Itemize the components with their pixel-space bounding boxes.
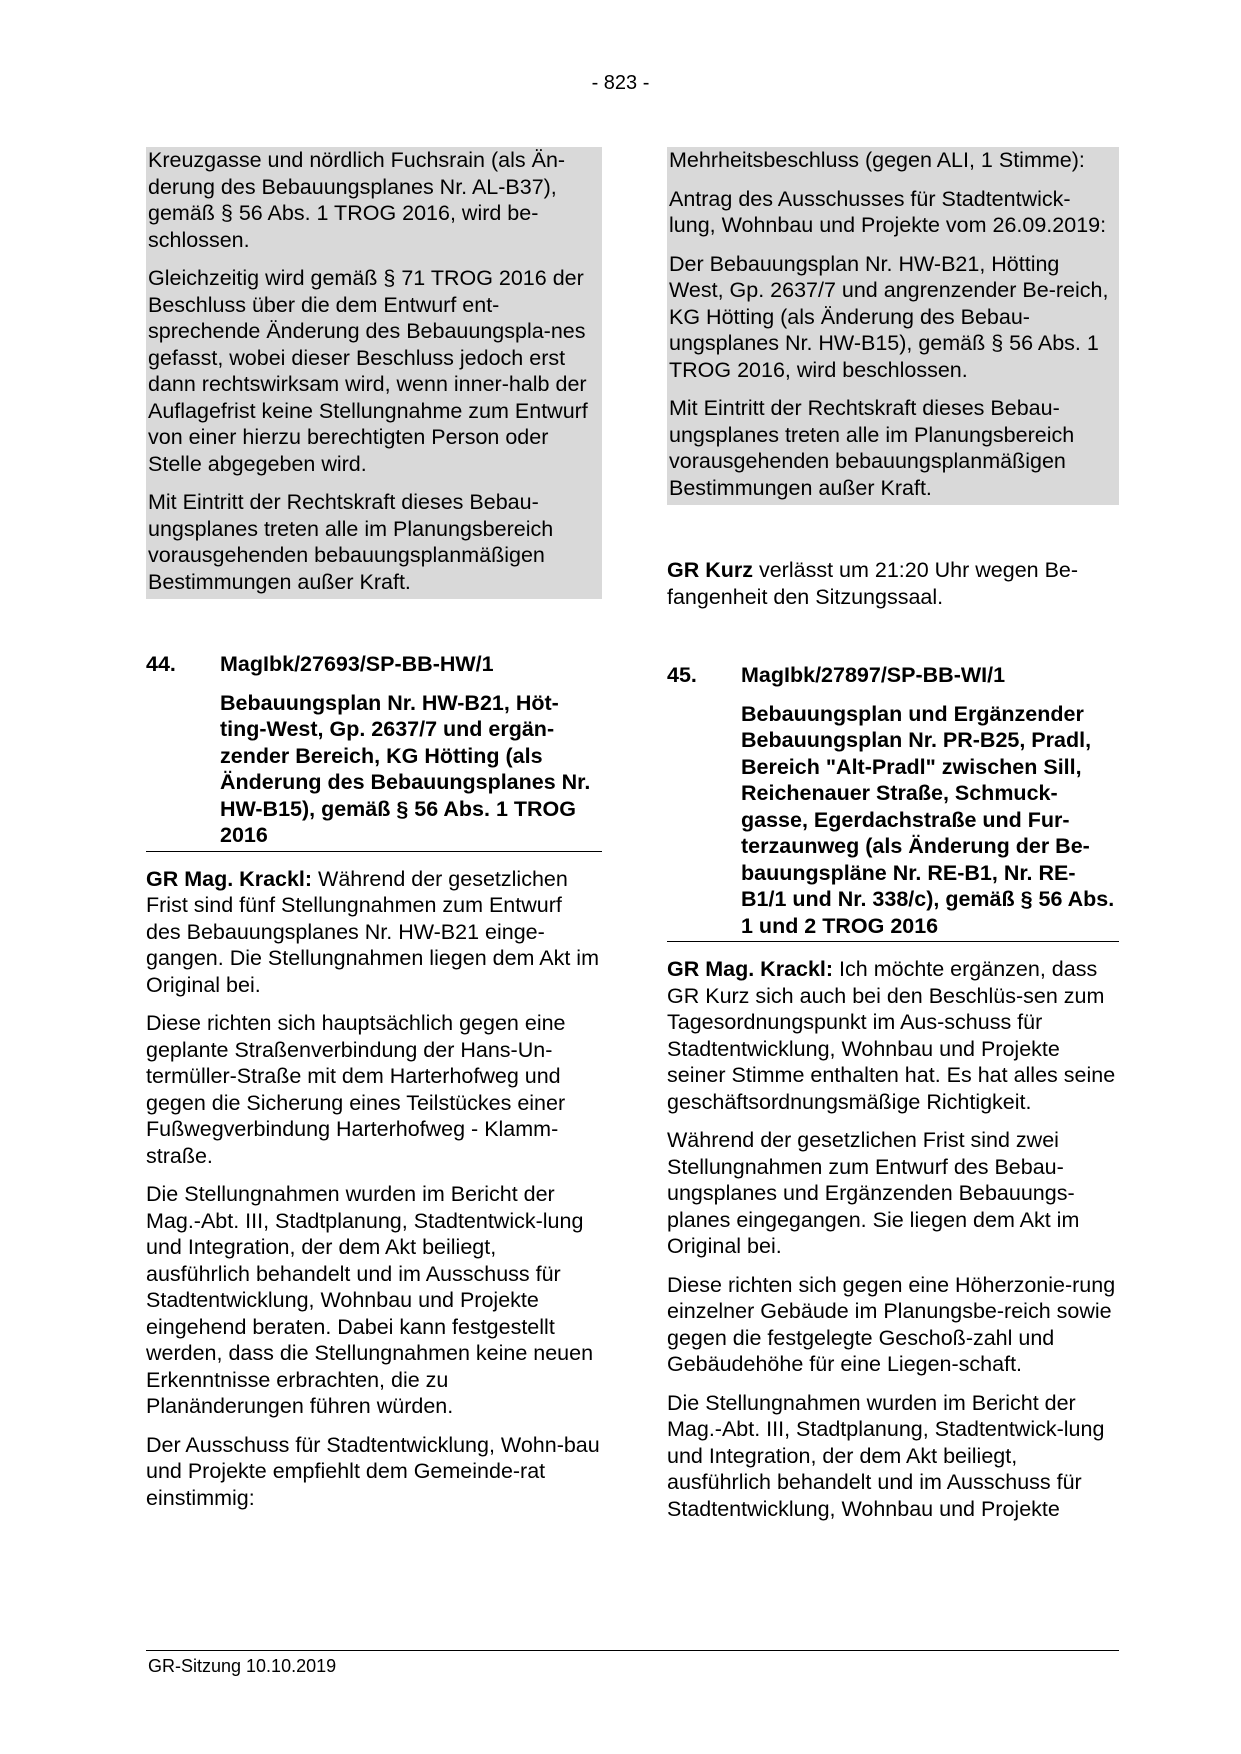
agenda-item-heading	[146, 651, 602, 678]
agenda-item-title: Bebauungsplan Nr. HW-B21, Höt-ting-West, Gp. 2637/7 und ergän-zender Bereich, KG Hötting (als Änderung des Bebauungsplanes Nr. HW-B15), gemäß § 56 Abs. 1 TROG 2016	[220, 690, 591, 847]
agenda-item-title: Bebauungsplan und Ergänzender Bebauungsplan Nr. PR-B25, Pradl, Bereich "Alt-Pradl" zwischen Sill, Reichenauer Straße, Schmuck-gasse, Egerdachstraße und Fur-terzaunweg (als Änderung der Be-bauungspläne Nr. RE-B1, Nr. RE-B1/1 und Nr. 338/c), gemäß § 56 Abs. 1 und 2 TROG 2016	[741, 701, 1115, 938]
speech-text: Ich möchte ergänzen, dass GR Kurz sich auch bei den Beschlüs-sen zum Tagesordnungspunkt im Aus-schuss für Stadtentwicklung, Wohnbau und Projekte seiner Stimme enthalten hat. Es hat alles seine geschäftsordnungsmäßige Richtigkeit.	[667, 957, 1116, 1114]
body-paragraph: Während der gesetzlichen Frist sind zwei Stellungnahmen zum Entwurf des Bebau-ungsplanes und Ergänzenden Bebauungs-planes eingegangen. Sie liegen dem Akt im Original bei.	[667, 1128, 1080, 1258]
agenda-item-heading	[667, 662, 1119, 689]
footer-session-label: GR-Sitzung 10.10.2019	[148, 1656, 337, 1676]
speaker-name: GR Mag. Krackl:	[146, 866, 313, 891]
resolution-paragraph: Mit Eintritt der Rechtskraft dieses Bebau-ungsplanes treten alle im Planungsbereich vorausgehenden bebauungsplanmäßigen Bestimmungen außer Kraft.	[669, 396, 1075, 500]
speaker-name: GR Mag. Krackl:	[667, 957, 834, 981]
agenda-item-reference: MagIbk/27897/SP-BB-WI/1	[741, 663, 1006, 687]
body-paragraph: Diese richten sich gegen eine Höherzonie-rung einzelner Gebäude im Planungsbe-reich sowie gegen die festgelegte Geschoß-zahl und Gebäudehöhe für eine Liegen-schaft.	[667, 1272, 1116, 1376]
body-paragraph: Der Ausschuss für Stadtentwicklung, Wohn-bau und Projekte empfiehlt dem Gemeinde-rat einstimmig:	[146, 1432, 600, 1510]
page-number: - 823 -	[591, 72, 650, 94]
agenda-item-number: 45.	[667, 663, 697, 687]
resolution-paragraph: Kreuzgasse und nördlich Fuchsrain (als Än-derung des Bebauungsplanes Nr. AL-B37), gemäß § 56 Abs. 1 TROG 2016, wird be-schlossen.	[148, 148, 566, 252]
body-paragraph: Diese richten sich hauptsächlich gegen eine geplante Straßenverbindung der Hans-Un-termüller-Straße mit dem Harterhofweg und gegen die Sicherung eines Teilstückes einer Fußwegverbindung Harterhofweg - Klamm-straße.	[146, 1011, 566, 1168]
agenda-item-number: 44.	[146, 652, 176, 676]
speaker-name: GR Kurz	[667, 558, 753, 582]
resolution-block	[146, 147, 602, 599]
resolution-paragraph: Der Bebauungsplan Nr. HW-B21, Hötting West, Gp. 2637/7 und angrenzender Be-reich, KG Hötting (als Änderung des Bebau-ungsplanes Nr. HW-B15), gemäß § 56 Abs. 1 TROG 2016, wird beschlossen.	[669, 251, 1109, 382]
speech-text: Während der gesetzlichen Frist sind fünf Stellungnahmen zum Entwurf des Bebauungsplanes Nr. HW-B21 einge-gangen. Die Stellungnahmen liegen dem Akt im Original bei.	[146, 866, 599, 997]
body-paragraph: Die Stellungnahmen wurden im Bericht der Mag.-Abt. III, Stadtplanung, Stadtentwick-lung und Integration, der dem Akt beiliegt, ausführlich behandelt und im Ausschuss für Stadtentwicklung, Wohnbau und Projekte	[667, 1390, 1105, 1521]
resolution-paragraph: Antrag des Ausschusses für Stadtentwick-lung, Wohnbau und Projekte vom 26.09.2019:	[669, 186, 1107, 237]
speech-paragraph	[146, 866, 602, 999]
agenda-item-reference: MagIbk/27693/SP-BB-HW/1	[220, 652, 494, 676]
speech-paragraph	[667, 956, 1119, 1115]
resolution-paragraph: Mit Eintritt der Rechtskraft dieses Bebau-ungsplanes treten alle im Planungsbereich vorausgehenden bebauungsplanmäßigen Bestimmungen außer Kraft.	[148, 490, 554, 594]
body-paragraph: Die Stellungnahmen wurden im Bericht der Mag.-Abt. III, Stadtplanung, Stadtentwick-lung und Integration, der dem Akt beiliegt, ausführlich behandelt und im Ausschuss für Stadtentwicklung, Wohnbau und Projekte eingehend beraten. Dabei kann festgestellt werden, dass die Stellungnahmen keine neuen Erkenntnisse erbrachten, die zu Planänderungen führen würden.	[146, 1182, 594, 1418]
footer-rule	[146, 1650, 1119, 1651]
heading-rule	[667, 941, 1119, 942]
note-text: verlässt um 21:20 Uhr wegen Be-fangenheit den Sitzungssaal.	[667, 558, 1079, 609]
note-paragraph	[667, 557, 1119, 610]
resolution-paragraph: Gleichzeitig wird gemäß § 71 TROG 2016 der Beschluss über die dem Entwurf ent-sprechende Änderung des Bebauungspla-nes gefasst, wobei dieser Beschluss jedoch erst dann rechtswirksam wird, wenn inner-halb der Auflagefrist keine Stellungnahme zum Entwurf von einer hierzu berechtigten Person oder Stelle abgegeben wird.	[148, 266, 588, 476]
resolution-paragraph: Mehrheitsbeschluss (gegen ALI, 1 Stimme):	[669, 148, 1085, 172]
resolution-block	[667, 147, 1119, 505]
right-column	[667, 147, 1119, 1534]
heading-rule	[146, 851, 602, 852]
left-column	[146, 147, 602, 1523]
